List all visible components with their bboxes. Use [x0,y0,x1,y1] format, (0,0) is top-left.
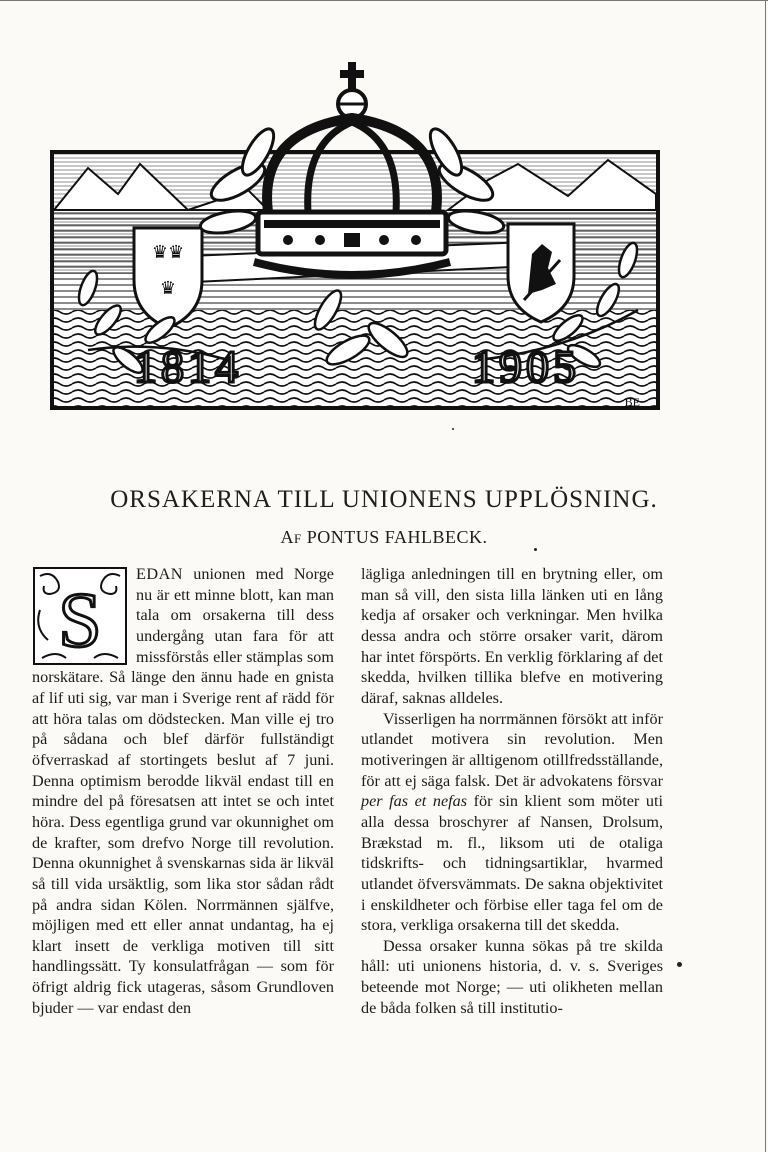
article-byline [0,527,768,548]
year-1905: 1905 [472,341,580,392]
speck [452,428,454,430]
scan-top-edge [0,0,768,1]
swedish-shield [134,228,202,328]
article-title: ORSAKERNA TILL UNIONENS UPPLÖSNING. [110,486,658,513]
year-1814: 1814 [134,341,242,392]
drop-cap-letter: S [58,576,102,663]
paragraph-1-text: unionen med Norge nu är ett minne blott, kan man tala om orsakerna till dess undergång utan fara för att missförstås eller stämplas som norskätare. Så länge den ännu hade en gnista af lif uti sig, var man i Sverige rent af rädd för att höra talas om dödstecken. Man ville ej tro på sådana och blef därför fullständigt öfverraskad af stortingets beslut af 7 juni. Denna optimism berodde likväl endast till en mindre del på föresatsen att intet se och intet höra. Dess egentliga grund var okunnighet om de krafter, som drefvo Norge till revolution. Denna okunnighet å svenskarnas sida är likväl så till vida ursäktlig, som lika stor sådan rådt på andra sidan Kölen. Norrmännen själfve, möjligen med ett eller annat undantag, ha ej klart insett de verkliga motiven till sitt handlingssätt. Ty konsulatfrågan — som för öfrigt aldrig fick utageras, såsom Grundloven bjuder — var endast den [32,565,334,1017]
union-banner-illustration [48,60,662,420]
norwegian-shield [508,224,574,322]
drop-cap-initial [32,566,128,666]
latin-phrase: per fas et nefas [361,792,468,811]
byline-prefix: Af [280,527,302,547]
left-column [32,564,334,1018]
svg-text:♛: ♛ [159,278,177,299]
paragraph-2 [361,709,663,936]
paragraph-3: Dessa orsaker kunna sökas på tre skilda håll: uti unionens historia, d. v. s. Sveriges beteende mot Norge; — uti olikheten mellan de båda folken så till institutio- [361,936,663,1017]
speck [534,548,537,551]
svg-text:♛♛: ♛♛ [151,242,185,263]
speck [677,962,682,967]
paragraph-2-part-b: för sin klient som möter uti alla dessa broschyrer af Nansen, Drolsum, Brækstad m. fl., liksom uti de otaliga tidskrifts- och tidningsartiklar, hvarmed utlandet öfversvämmats. De sakna objektivitet i enskildheter och förbise eller taga fel om de stora, verkliga orsakerna till det skedda. [361,792,663,935]
paragraph-1-continued: lägliga anledningen till en brytning eller, om man så vill, den sista lilla länken uti en lång kedja af orsaker och verkningar. Men hvilka dessa andra och större orsaker varit, därom har intet förspörts. En verklig förklaring af det skedda, hvilken tillika blefve en motivering däraf, saknas alldeles. [361,565,663,707]
scan-right-edge [765,0,766,1152]
artist-monogram: BE [624,395,640,409]
paragraph-2-part-a: Visserligen ha norrmännen försökt att inför utlandet motivera sin revolution. Men motiveringen är alltigenom otillfredsställande, för att ej säga falsk. Det är advokatens försvar [361,709,663,790]
right-column [361,564,663,1018]
byline-author: PONTUS FAHLBECK. [306,527,488,547]
lead-caps: EDAN [136,565,183,583]
